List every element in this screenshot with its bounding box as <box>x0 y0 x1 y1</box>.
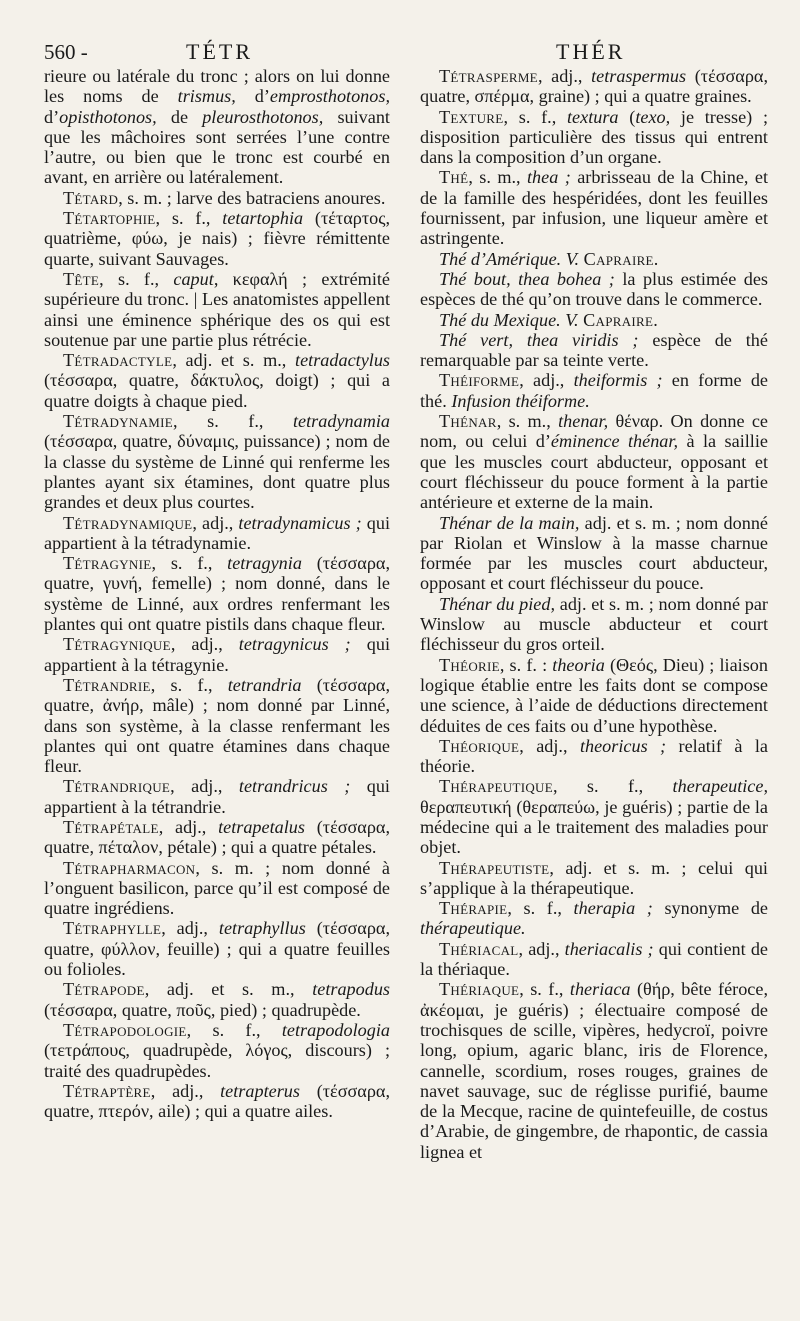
headword: Thérapeutiste <box>439 857 550 878</box>
italic-term: tetrapetalus <box>218 816 305 837</box>
italic-term: tetraspermus <box>591 66 687 86</box>
entry-text: qui contient de la thériaque. <box>420 938 768 980</box>
left-column <box>44 66 390 1121</box>
dictionary-entry <box>44 188 390 208</box>
dictionary-entry <box>44 1081 390 1122</box>
headword: Thé <box>439 167 469 188</box>
dictionary-entry <box>44 918 390 979</box>
headword: Thérapeutique <box>439 776 553 797</box>
entry-text: (τέσσαρα, quatre, πτερόν, aile) ; qui a quatre ailes. <box>44 1080 390 1122</box>
entry-text: à la saillie que les muscles court abducteur, opposant et court fléchisseur du pouce forment à la partie antérieure et externe de la main. <box>420 431 768 513</box>
entry-text: , s. m. ; larve des batraciens anoures. <box>118 187 386 208</box>
entry-text: (τέσσαρα, quatre, ποῦς, pied) ; quadrupède. <box>44 999 361 1020</box>
entry-text: adj. et s. m. ; nom donné par Winslow au muscle abducteur et court fléchisseur du gros orteil. <box>420 593 768 655</box>
dictionary-entry <box>420 736 768 777</box>
entry-text: , s. m. ; nom donné à l’onguent basilicon, parce qu’il est composé de quatre ingrédiens. <box>44 857 390 919</box>
headword: Capraire <box>583 248 654 269</box>
entry-text: , adj., <box>518 938 565 959</box>
italic-term: pleurosthotonos, <box>202 106 324 127</box>
entry-text: , adj., <box>161 918 219 939</box>
entry-text: rieure ou latérale du tronc ; alors on lui donne les noms de <box>44 66 390 107</box>
dictionary-entry <box>420 858 768 899</box>
dictionary-entry <box>420 411 768 512</box>
dictionary-entry <box>44 66 390 188</box>
headword: Tétard <box>63 187 119 208</box>
headword: Tête <box>63 268 100 289</box>
italic-term: emprosthotonos, <box>269 86 390 107</box>
italic-term: thérapeutique. <box>420 918 526 939</box>
italic-term: Thé bout, thea bohea ; <box>439 268 615 289</box>
dictionary-entry <box>420 167 768 248</box>
headword: Théorie <box>439 654 500 675</box>
italic-term: tetradynamia <box>293 411 390 432</box>
headword: Tétraptère <box>63 1080 151 1101</box>
italic-term: tetragynicus ; <box>238 634 351 655</box>
entry-text: suivant que les mâchoires sont serrées l’une contre l’autre, ou bien que le tronc est courbé en avant, en arrière ou latéralement. <box>44 106 390 188</box>
entry-text: je tresse) ; disposition particulière des tissus qui entrent dans la composition d’un organe. <box>420 106 769 168</box>
italic-term: tetrapodologia <box>281 1019 390 1040</box>
entry-text: ( <box>618 106 636 127</box>
entry-text: , s. f., <box>155 208 223 229</box>
entry-text: , κεφαλή ; extrémité supérieure du tronc. | Les anatomistes appellent ainsi une éminence sphérique des os qui est soutenue par une partie plus rétrécie. <box>44 268 390 350</box>
italic-term: textura <box>567 106 619 127</box>
italic-term: theiformis ; <box>573 370 663 391</box>
dictionary-entry <box>420 513 768 594</box>
dictionary-entry <box>420 898 768 939</box>
entry-text: , s. m., <box>468 167 527 188</box>
italic-term: tetrapterus <box>220 1080 300 1101</box>
entry-text: , s. f., <box>151 553 228 574</box>
entry-text: qui appartient à la tétradynamie. <box>44 512 390 553</box>
dictionary-entry <box>44 208 390 269</box>
headword: Tétartophie <box>63 208 156 229</box>
headword: Tétradactyle <box>63 350 173 371</box>
entry-text: en forme de thé. <box>420 370 768 411</box>
headword: Texture <box>439 106 504 127</box>
italic-term: theoria <box>552 654 605 675</box>
dictionary-entry <box>44 1020 390 1081</box>
dictionary-entry <box>44 634 390 675</box>
entry-text: espèce de thé remarquable par sa teinte verte. <box>420 329 768 371</box>
italic-term: thenar, <box>558 411 609 432</box>
entry-text: (τέσσαρα, quatre, δύναμις, puissance) ; nom de la classe du système de Linné qui renferme les plantes ayant six étamines, dont quatre plus grandes et deux plus courtes. <box>44 431 390 513</box>
entry-text: qui appartient à la tétrandrie. <box>44 776 390 817</box>
headword: Tétraphylle <box>63 918 162 939</box>
italic-term: Thénar de la main, <box>439 512 580 533</box>
entry-text: (τέσσαρα, quatre, φύλλον, feuille) ; qui a quatre feuilles ou folioles. <box>44 918 390 980</box>
italic-term: theriacalis ; <box>564 938 654 959</box>
italic-term: Thé du Mexique. V. <box>439 309 579 330</box>
entry-text: d’ <box>44 106 60 127</box>
headword: Tétragynie <box>63 553 152 574</box>
dictionary-entry <box>420 310 768 330</box>
page-number: 560 - <box>44 40 88 64</box>
right-column <box>420 66 768 1162</box>
entry-text: , s. f., <box>507 898 574 919</box>
italic-term: Infusion théiforme. <box>451 390 590 411</box>
headword: Tétrandrie <box>63 674 151 695</box>
entry-text: (τέσσαρα, quatre, γυνή, femelle) ; nom donné, dans le système de Linné, aux ordres renfermant les plantes qui ont quatre pistils dans chaque fleur. <box>44 553 390 635</box>
dictionary-entry <box>420 269 768 310</box>
headword: Tétragynique <box>63 634 171 655</box>
italic-term: opisthotonos, <box>59 106 157 127</box>
entry-text: , s. f., <box>503 106 567 127</box>
italic-term: tetartophia <box>222 208 304 229</box>
dictionary-entry <box>420 66 768 107</box>
dictionary-entry <box>420 655 768 736</box>
entry-text: . <box>653 248 659 269</box>
dictionary-entry <box>44 858 390 919</box>
entry-text: synonyme de <box>652 898 768 919</box>
entry-text: (τέσσαρα, quatre, πέταλον, pétale) ; qui a quatre pétales. <box>44 816 390 858</box>
italic-term: Thé vert, thea viridis ; <box>439 329 639 350</box>
entry-text: relatif à la théorie. <box>420 735 768 777</box>
dictionary-entry <box>420 979 768 1162</box>
headword: Thériaque <box>439 979 520 1000</box>
entry-text: , adj., <box>519 370 574 391</box>
italic-term: tetrandria <box>227 674 302 695</box>
entry-text: (τετράπους, quadrupède, λόγος, discours) ; traité des quadrupèdes. <box>44 1040 390 1081</box>
italic-term: tetraphyllus <box>218 918 306 939</box>
headword: Thériacal <box>439 938 519 959</box>
italic-term: Thénar du pied, <box>439 593 556 614</box>
entry-text: de <box>156 106 203 127</box>
entry-text: la plus estimée des espèces de thé qu’on trouve dans le commerce. <box>420 268 768 310</box>
headword: Thénar <box>439 411 497 432</box>
entry-text: , s. f., <box>173 411 293 432</box>
entry-text: θέναρ. On donne ce nom, ou celui d’ <box>420 411 769 452</box>
entry-text: , adj., <box>519 735 580 756</box>
dictionary-entry <box>420 107 768 168</box>
italic-term: trismus, <box>177 86 236 107</box>
running-head-right: THÉR <box>556 39 626 64</box>
dictionary-entry <box>44 776 390 817</box>
dictionary-entry <box>420 249 768 269</box>
italic-term: tetrapodus <box>312 979 390 1000</box>
headword: Tétrapharmacon <box>63 857 196 878</box>
italic-term: éminence thénar, <box>550 431 679 452</box>
dictionary-entry <box>44 411 390 512</box>
entry-text: θεραπευτική (θεραπεύω, je guéris) ; partie de la médecine qui a le traitement des maladies pour objet. <box>420 796 768 858</box>
entry-text: (τέσσαρα, quatre, ἀνήρ, mâle) ; nom donné par Linné, dans son système, à la classe renfermant les plantes qui ont quatre étamines dans chaque fleur. <box>44 674 390 777</box>
italic-term: thea ; <box>527 167 571 188</box>
entry-text: , s. m., <box>496 411 559 432</box>
entry-text: d’ <box>235 86 270 107</box>
entry-text: arbrisseau de la Chine, et de la famille des hespéridées, dont les feuilles fournissent, par infusion, une liqueur amère et astringente. <box>420 167 768 249</box>
italic-term: theoricus ; <box>579 735 667 756</box>
entry-text: . <box>653 309 658 330</box>
running-head-left: TÉTR <box>186 39 253 64</box>
headword: Tétrapétale <box>63 816 159 837</box>
entry-text: , s. f., <box>99 268 174 289</box>
dictionary-entry <box>44 269 390 350</box>
dictionary-entry <box>44 817 390 858</box>
italic-term: therapeutice, <box>672 776 768 797</box>
headword: Tétradynamique <box>63 512 193 533</box>
dictionary-entry <box>420 594 768 655</box>
dictionary-entry <box>44 979 390 1020</box>
entry-text: , adj., <box>537 66 592 86</box>
entry-text: (τέσσαρα, quatre, σπέρμα, graine) ; qui a quatre graines. <box>420 66 768 107</box>
headword: Tétrapodologie <box>63 1019 187 1040</box>
italic-term: theriaca <box>569 979 631 1000</box>
dictionary-entry <box>420 330 768 371</box>
dictionary-entry <box>420 370 768 411</box>
headword: Capraire <box>583 309 654 330</box>
dictionary-entry <box>44 350 390 411</box>
entry-text: , adj., <box>158 816 219 837</box>
entry-text: (Θεός, Dieu) ; liaison logique établie entre les faits dont se compose une science, à l’aide de déductions directement déduites de ces faits ou d’une hypothèse. <box>420 654 768 736</box>
entry-text: , adj., <box>150 1080 221 1101</box>
italic-term: texo, <box>635 106 671 127</box>
entry-text: , adj., <box>170 634 239 655</box>
headword: Tétrandrique <box>63 776 171 797</box>
entry-text: , adj. et s. m., <box>144 979 313 1000</box>
italic-term: caput <box>173 268 214 289</box>
entry-text: , adj., <box>192 512 239 533</box>
dictionary-entry <box>44 675 390 776</box>
entry-text: , adj., <box>170 776 239 797</box>
entry-text: adj. et s. m. ; nom donné par Riolan et Winslow à la masse charnue formée par les muscles court abducteur, opposant et court fléchisseur du pouce. <box>420 512 768 594</box>
headword: Tétradynamie <box>63 411 174 432</box>
entry-text: (τέσσαρα, quatre, δάκτυλος, doigt) ; qui a quatre doigts à chaque pied. <box>44 370 390 411</box>
dictionary-entry <box>420 939 768 980</box>
entry-text: , s. f., <box>150 674 228 695</box>
italic-term: tetragynia <box>227 553 302 574</box>
entry-text: (τέταρτος, quatrième, φύω, je nais) ; fièvre rémittente quarte, suivant Sauvages. <box>44 208 390 269</box>
dictionary-entry <box>420 776 768 857</box>
entry-text: , s. f., <box>519 979 570 1000</box>
italic-term: Thé d’Amérique. V. <box>439 248 580 269</box>
entry-text: , adj. et s. m. ; celui qui s’applique à la thérapeutique. <box>420 857 768 898</box>
headword: Tétrasperme <box>439 66 538 86</box>
entry-text: , s. f. : <box>499 654 553 675</box>
headword: Thérapie <box>439 898 508 919</box>
dictionary-entry <box>44 513 390 554</box>
italic-term: tetrandricus ; <box>238 776 351 797</box>
headword: Théiforme <box>439 370 520 391</box>
dictionary-entry <box>44 553 390 634</box>
italic-term: therapia ; <box>573 898 653 919</box>
entry-text: , adj. et s. m., <box>172 350 296 371</box>
italic-term: tetradactylus <box>295 350 390 371</box>
entry-text: , s. f., <box>186 1019 282 1040</box>
entry-text: , s. f., <box>552 776 673 797</box>
entry-text: (θήρ, bête féroce, ἀκέομαι, je guéris) ; électuaire composé de trochisques de scille, vipères, hedycroï, poivre long, opium, agaric blanc, iris de Florence, cannelle, scordium, roses rouges, graines de navet sauvage, suc de réglisse purifié, baume de la Mecque, racine de quintefeuille, de costus d’Arabie, de gingembre, de rhapontic, de cassia lignea et <box>420 979 768 1162</box>
headword: Tétrapode <box>63 979 145 1000</box>
entry-text: qui appartient à la tétragynie. <box>44 634 390 675</box>
italic-term: tetradynamicus ; <box>238 512 362 533</box>
headword: Théorique <box>439 735 520 756</box>
